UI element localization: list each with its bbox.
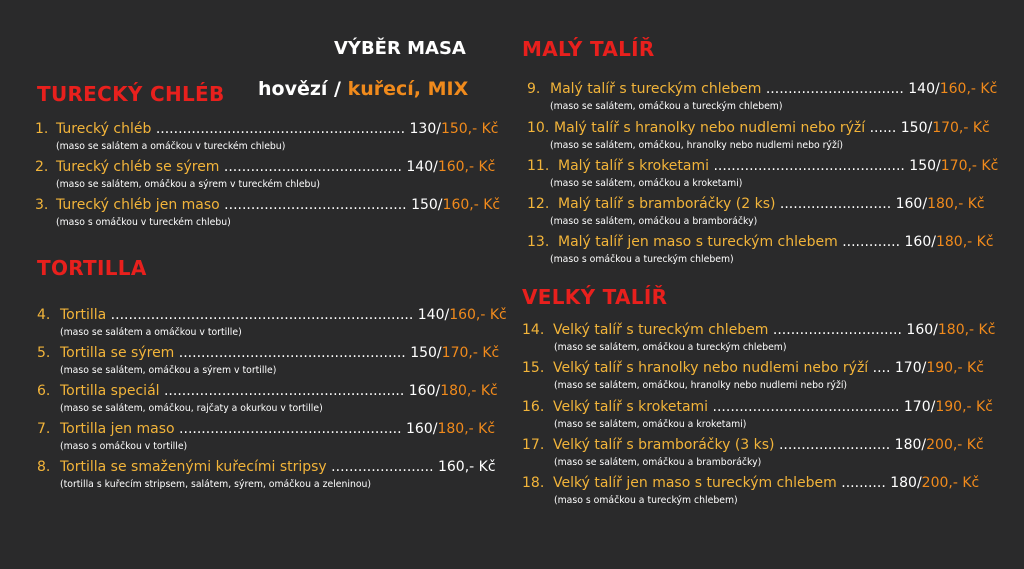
item-price — [906, 322, 995, 338]
price-chicken-mix: 180,- Kč — [440, 383, 498, 399]
item-leader-dots: ...................................................... — [159, 383, 409, 399]
item-description: (maso se salátem, omáčkou a sýrem v tortille) — [60, 365, 277, 376]
price-chicken-mix: 190,- Kč — [926, 360, 984, 376]
item-price — [406, 159, 495, 175]
price-beef: 160/ — [406, 421, 438, 437]
item-number: 4. — [37, 307, 51, 323]
item-number: 10. — [527, 120, 550, 136]
price-chicken-mix: 180,- Kč — [935, 234, 994, 250]
price-beef: 160,- Kč — [437, 459, 496, 475]
item-description: (maso s omáčkou v tortille) — [60, 441, 188, 452]
price-beef: 150/ — [410, 345, 442, 361]
section-title-maly-talir: MALÝ TALÍŘ — [522, 37, 655, 61]
item-description: (maso se salátem, omáčkou, hranolky nebo nudlemi nebo rýží) — [554, 380, 848, 391]
menu-item — [35, 159, 495, 175]
price-chicken-mix: 150,- Kč — [440, 121, 499, 137]
price-beef: 180/ — [894, 437, 927, 453]
item-description: (maso se salátem, omáčkou a tureckým chlebem) — [554, 342, 787, 353]
item-price — [905, 234, 994, 250]
item-leader-dots: ......................................... — [219, 197, 412, 213]
item-number: 11. — [527, 158, 550, 174]
item-leader-dots: ......................... — [775, 196, 896, 212]
menu-item — [37, 383, 498, 399]
price-beef: 170/ — [894, 360, 927, 376]
item-number: 2. — [35, 159, 49, 175]
item-name: Malý talíř s kroketami — [558, 158, 710, 174]
item-leader-dots: ................................................... — [174, 345, 411, 361]
price-chicken-mix: 170,- Kč — [441, 345, 500, 361]
price-beef: 160/ — [906, 322, 938, 338]
price-chicken-mix: 180,- Kč — [937, 322, 996, 338]
item-number: 9. — [527, 81, 541, 97]
menu-item — [527, 120, 990, 136]
item-leader-dots: .... — [868, 360, 895, 376]
item-number: 17. — [522, 437, 545, 453]
item-description: (maso se salátem, omáčkou a sýrem v tureckém chlebu) — [56, 179, 320, 190]
item-price — [901, 120, 990, 136]
item-description: (maso se salátem, omáčkou, rajčaty a okurkou v tortille) — [60, 403, 323, 414]
section-title-turecky-chleb: TURECKÝ CHLÉB — [37, 82, 225, 106]
price-chicken-mix: 160,- Kč — [437, 159, 496, 175]
menu-item — [527, 158, 998, 174]
item-leader-dots: .......... — [836, 475, 891, 491]
item-name: Velký talíř s tureckým chlebem — [553, 322, 769, 338]
price-beef: 170/ — [903, 399, 936, 415]
item-name: Tortilla jen maso — [60, 421, 175, 437]
item-price — [406, 421, 495, 437]
price-chicken-mix: 180,- Kč — [437, 421, 496, 437]
price-beef: 150/ — [900, 120, 933, 136]
item-leader-dots: ............................. — [768, 322, 907, 338]
price-chicken-mix: 200,- Kč — [921, 475, 980, 491]
item-leader-dots: ......................... — [774, 437, 895, 453]
item-price — [895, 437, 984, 453]
item-number: 15. — [522, 360, 545, 376]
menu-item — [527, 234, 994, 250]
item-name: Velký talíř s kroketami — [553, 399, 709, 415]
item-number: 13. — [527, 234, 550, 250]
price-beef: 160/ — [904, 234, 936, 250]
item-number: 14. — [522, 322, 545, 338]
price-beef: 160/ — [408, 383, 441, 399]
menu-item — [527, 196, 985, 212]
item-number: 6. — [37, 383, 51, 399]
price-beef: 140/ — [908, 81, 940, 97]
item-number: 1. — [35, 121, 49, 137]
menu-item — [522, 475, 979, 491]
price-chicken-mix: 180,- Kč — [927, 196, 985, 212]
price-beef: 140/ — [406, 159, 438, 175]
menu-item — [522, 437, 984, 453]
price-beef: 140/ — [417, 307, 450, 323]
menu-item — [522, 360, 984, 376]
price-chicken-mix: 190,- Kč — [935, 399, 993, 415]
item-description: (maso se salátem, omáčkou a tureckým chlebem) — [550, 101, 783, 112]
item-name: Tortilla se smaženými kuřecími stripsy — [60, 459, 327, 475]
item-description: (maso s omáčkou v tureckém chlebu) — [56, 217, 231, 228]
item-description: (maso se salátem a omáčkou v tortille) — [60, 327, 242, 338]
price-beef: 150/ — [411, 197, 443, 213]
item-price — [908, 81, 997, 97]
price-chicken-mix: 170,- Kč — [932, 120, 990, 136]
price-beef: 180/ — [890, 475, 922, 491]
item-name: Velký talíř s bramboráčky (3 ks) — [553, 437, 775, 453]
menu-item — [527, 81, 997, 97]
item-price — [896, 196, 985, 212]
meat-beef: hovězí — [258, 78, 328, 100]
item-number: 12. — [527, 196, 550, 212]
item-price — [409, 383, 498, 399]
item-name: Velký talíř s hranolky nebo nudlemi nebo rýží — [553, 360, 869, 376]
price-chicken-mix: 170,- Kč — [940, 158, 999, 174]
menu-item — [522, 322, 995, 338]
price-chicken-mix: 160,- Kč — [442, 197, 501, 213]
item-name: Velký talíř jen maso s tureckým chlebem — [553, 475, 837, 491]
item-leader-dots: .................................................................... — [106, 307, 418, 323]
header-title: VÝBĚR MASA — [334, 38, 466, 59]
item-name: Tortilla se sýrem — [60, 345, 175, 361]
item-leader-dots: .......................................... — [708, 399, 904, 415]
item-number: 3. — [35, 197, 49, 213]
item-leader-dots: .................................................. — [174, 421, 407, 437]
menu-item — [37, 459, 496, 475]
item-description: (maso se salátem, omáčkou a bramboráčky) — [554, 457, 762, 468]
item-leader-dots: ........................................... — [709, 158, 910, 174]
item-price — [418, 307, 507, 323]
menu-item — [37, 307, 507, 323]
item-name: Turecký chléb jen maso — [56, 197, 220, 213]
price-chicken-mix: 160,- Kč — [939, 81, 998, 97]
item-description: (maso s omáčkou a tureckým chlebem) — [554, 495, 738, 506]
item-price — [890, 475, 979, 491]
item-name: Turecký chléb se sýrem — [56, 159, 220, 175]
item-name: Turecký chléb — [56, 121, 152, 137]
item-number: 16. — [522, 399, 545, 415]
section-title-velky-talir: VELKÝ TALÍŘ — [522, 285, 668, 309]
item-name: Malý talíř s bramboráčky (2 ks) — [558, 196, 776, 212]
item-number: 5. — [37, 345, 51, 361]
item-name: Tortilla — [60, 307, 107, 323]
item-name: Tortilla speciál — [60, 383, 160, 399]
item-name: Malý talíř s hranolky nebo nudlemi nebo rýží — [554, 120, 866, 136]
meat-separator: / — [327, 78, 348, 100]
item-price — [438, 459, 496, 475]
item-price — [904, 399, 993, 415]
item-name: Malý talíř jen maso s tureckým chlebem — [558, 234, 838, 250]
price-beef: 130/ — [409, 121, 441, 137]
item-description: (maso se salátem, omáčkou a kroketami) — [550, 178, 743, 189]
item-price — [410, 121, 499, 137]
item-description: (maso se salátem a omáčkou v tureckém chlebu) — [56, 141, 286, 152]
item-description: (maso se salátem, omáčkou, hranolky nebo nudlemi nebo rýží) — [550, 140, 844, 151]
item-price — [411, 197, 500, 213]
item-description: (maso se salátem, omáčkou a kroketami) — [554, 419, 747, 430]
menu-item — [522, 399, 993, 415]
menu-item — [35, 197, 500, 213]
meat-chicken-mix: kuřecí, MIX — [347, 78, 469, 100]
item-description: (maso s omáčkou a tureckým chlebem) — [550, 254, 734, 265]
item-number: 8. — [37, 459, 51, 475]
item-leader-dots: ........................................ — [219, 159, 407, 175]
item-leader-dots: ...... — [865, 120, 901, 136]
item-description: (maso se salátem, omáčkou a bramboráčky) — [550, 216, 758, 227]
price-beef: 150/ — [909, 158, 941, 174]
price-beef: 160/ — [895, 196, 928, 212]
item-price — [909, 158, 998, 174]
item-leader-dots: ............................... — [761, 81, 909, 97]
item-leader-dots: ........................................................ — [151, 121, 410, 137]
item-name: Malý talíř s tureckým chlebem — [550, 81, 762, 97]
section-title-tortilla: TORTILLA — [37, 256, 147, 280]
item-number: 18. — [522, 475, 545, 491]
item-leader-dots: ............. — [837, 234, 905, 250]
item-description: (tortilla s kuřecím stripsem, salátem, sýrem, omáčkou a zeleninou) — [60, 479, 372, 490]
meat-choice-line — [258, 78, 468, 100]
price-chicken-mix: 160,- Kč — [449, 307, 507, 323]
menu-item — [37, 421, 495, 437]
item-price — [410, 345, 499, 361]
menu-item — [37, 345, 499, 361]
menu-item — [35, 121, 499, 137]
item-number: 7. — [37, 421, 51, 437]
item-price — [895, 360, 984, 376]
price-chicken-mix: 200,- Kč — [926, 437, 984, 453]
item-leader-dots: ....................... — [326, 459, 438, 475]
